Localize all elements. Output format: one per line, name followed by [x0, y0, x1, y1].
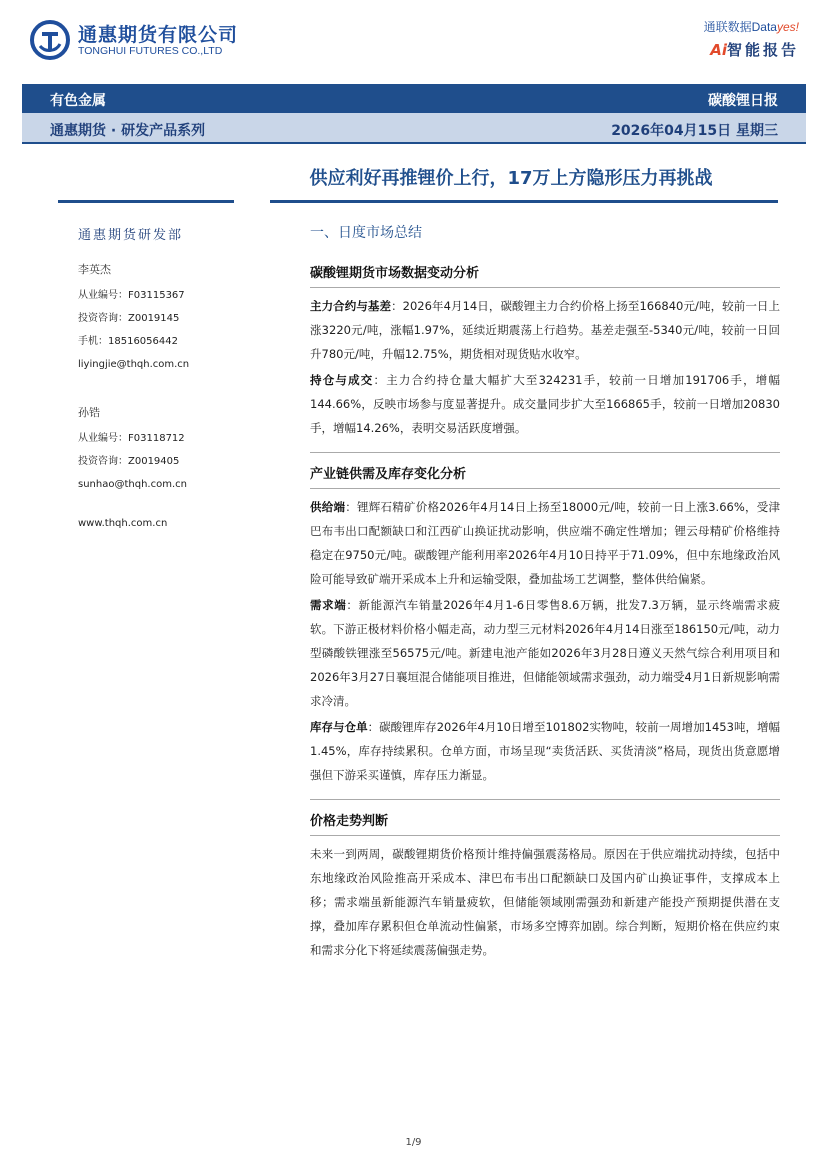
- analyst-advisory: 投资咨询：Z0019145: [78, 313, 180, 324]
- paragraph-text: ：2026年4月14日，碳酸锂主力合约价格上扬至166840元/吨，较前一日上涨3220元/吨，涨幅1.97%，延续近期震荡上行趋势。基差走强至-5340元/吨，较前一日回升780元/吨，升幅12.75%，期货相对现货贴水收窄。: [310, 299, 780, 361]
- sidebar-divider: [58, 200, 234, 203]
- category-band: [22, 84, 806, 113]
- partner-yes: yes!: [776, 20, 799, 34]
- paragraph: [310, 368, 780, 440]
- analyst-card: [78, 404, 258, 496]
- paragraph-key: 持仓与成交: [310, 373, 374, 387]
- ai-report-text: 智能报告: [726, 41, 799, 59]
- partner-data: Data: [751, 20, 777, 34]
- trend-block: [310, 810, 780, 962]
- category-label: 有色金属: [50, 93, 106, 109]
- company-logo: [30, 18, 260, 62]
- paragraph-text: ：锂辉石精矿价格2026年4月14日上扬至18000元/吨，较前一日上涨3.66%，受津巴布韦出口配额缺口和江西矿山换证扰动影响，供应端不确定性增加；锂云母精矿价格维持稳定在9750元/吨。碳酸锂产能利用率2026年4月10日持平于71.09%，但中东地缘政治风险可能导致矿端开采成本上升和运输受限，叠加盐场工艺调整，整体供给偏紧。: [310, 500, 780, 586]
- subsection-title: 产业链供需及库存变化分析: [310, 463, 780, 489]
- partner-brand: [704, 18, 799, 60]
- analyst-sidebar: [78, 224, 258, 529]
- paragraph-text: ：新能源汽车销量2026年4月1-6日零售8.6万辆，批发7.3万辆，显示终端需求疲软。下游正极材料价格小幅走高，动力型三元材料2026年4月14日涨至186150元/吨，动力型磷酸铁锂涨至56575元/吨。新建电池产能如2026年3月28日遵义天然气综合利用项目和2026年3月27日襄垣混合储能项目推进，但储能领域需求强劲，动力端受4月1日新规影响需求冷清。: [310, 598, 780, 708]
- paragraph-text: ：碳酸锂库存2026年4月10日增至101802实物吨，较前一周增加1453吨，增幅1.45%，库存持续累积。仓单方面，市场呈现“卖货活跃、买货清淡”格局，现货出货意愿增强但下游采买谨慎，库存压力渐显。: [310, 720, 780, 782]
- analyst-email[interactable]: sunhao@thqh.com.cn: [78, 479, 187, 490]
- section-divider: [310, 799, 780, 800]
- analyst-card: [78, 261, 258, 376]
- market-analysis-block: [310, 262, 780, 440]
- supply-demand-block: [310, 463, 780, 787]
- series-label: 通惠期货 · 研发产品系列: [50, 123, 206, 139]
- partner-brand-line: [704, 18, 799, 35]
- partner-prefix: 通联数据: [703, 20, 752, 34]
- report-date: 2026年04月15日 星期三: [611, 123, 778, 139]
- website-link[interactable]: www.thqh.com.cn: [78, 518, 168, 529]
- paragraph-text: 未来一到两周，碳酸锂期货价格预计维持偏强震荡格局。原因在于供应端扰动持续，包括中东地缘政治风险推高开采成本、津巴布韦出口配额缺口及国内矿山换证事件，支撑成本上移；需求端虽新能源汽车销量疲软，但储能领域刚需强劲和新建产能投产预期提供潜在支撑，叠加库存累积但仓单流动性偏紧，市场多空博弈加剧。综合判断，短期价格在供应约束和需求分化下将延续震荡偏强走势。: [310, 847, 780, 957]
- analyst-phone: 手机：18516056442: [78, 336, 178, 347]
- headline-divider: [270, 200, 778, 203]
- section-divider: [310, 452, 780, 453]
- subsection-title: 价格走势判断: [310, 810, 780, 836]
- company-logo-icon: [30, 20, 70, 60]
- paragraph: [310, 495, 780, 591]
- analyst-name: 孙锆: [78, 406, 100, 419]
- analyst-license: 从业编号：F03118712: [78, 433, 185, 444]
- report-type-label: 碳酸锂日报: [708, 93, 778, 109]
- company-name-cn: 通惠期货有限公司: [78, 24, 239, 46]
- paragraph-key: 库存与仓单: [310, 720, 368, 734]
- paragraph-key: 需求端: [310, 598, 347, 612]
- ai-mark: Ai: [710, 41, 727, 59]
- analyst-email[interactable]: liyingjie@thqh.com.cn: [78, 359, 190, 370]
- section-title: 一、日度市场总结: [310, 225, 422, 241]
- report-body: [310, 222, 780, 974]
- paragraph: [310, 715, 780, 787]
- subsection-title: 碳酸锂期货市场数据变动分析: [310, 262, 780, 288]
- paragraph-key: 供给端: [310, 500, 346, 514]
- report-headline: 供应利好再推锂价上行，17万上方隐形压力再挑战: [309, 168, 713, 189]
- analyst-name: 李英杰: [78, 263, 111, 276]
- department-name: 通惠期货研发部: [78, 228, 184, 243]
- paragraph: [310, 294, 780, 366]
- paragraph: [310, 593, 780, 713]
- company-name-en: TONGHUI FUTURES CO.,LTD: [78, 45, 223, 57]
- paragraph-text: ：主力合约持仓量大幅扩大至324231手，较前一日增加191706手，增幅144.66%，反映市场参与度显著提升。成交量同步扩大至166865手，较前一日增加20830手，增幅14.26%，表明交易活跃度增强。: [310, 373, 780, 435]
- analyst-advisory: 投资咨询：Z0019405: [78, 456, 180, 467]
- series-band: [22, 113, 806, 144]
- ai-report-label: [704, 39, 799, 60]
- analyst-license: 从业编号：F03115367: [78, 290, 185, 301]
- page-number: 1/9: [405, 1137, 422, 1148]
- paragraph-key: 主力合约与基差: [310, 299, 392, 313]
